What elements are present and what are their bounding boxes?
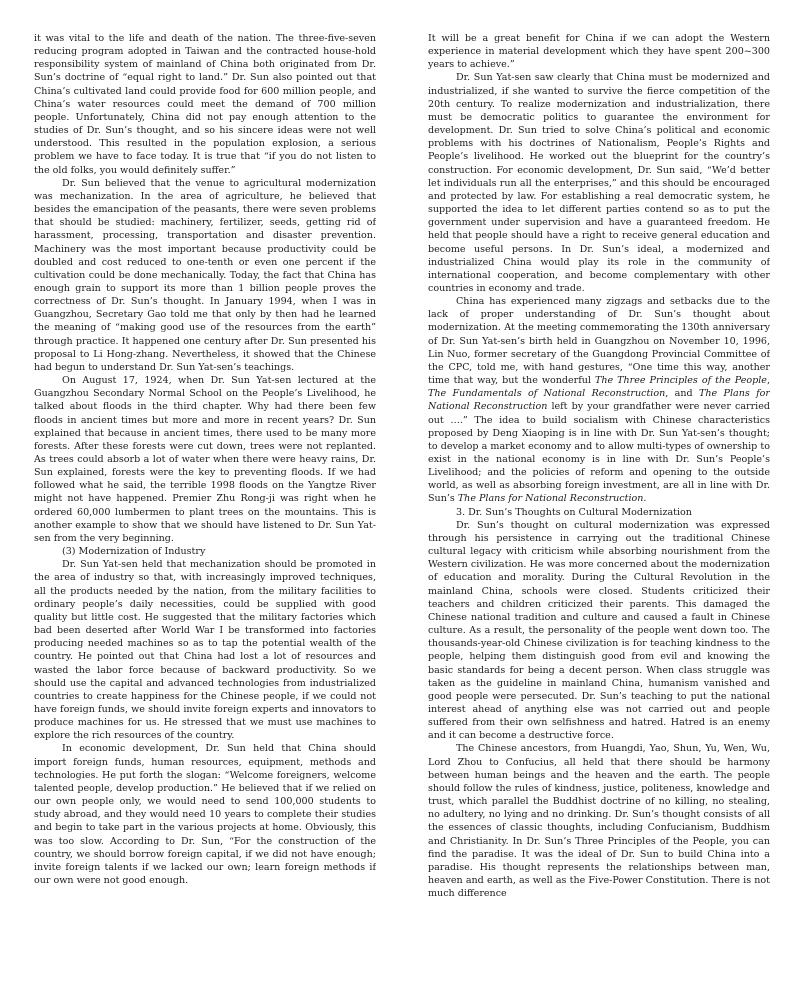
left-column: [34, 32, 376, 1000]
section-subheading: (3) Modernization of Industry: [62, 546, 206, 558]
paragraph: it was vital to the life and death of the nation. The three-five-seven reducing program adopted in Taiwan and the contracted house-hold responsibility system of mainland of China both originated from Dr. Sun’s doctrine of “equal right to land.” Dr. Sun also pointed out that China’s cultivated land could provide food for 600 million people, and China’s water resources could meet the demand of 700 million people. Unfortunately, China did not pay enough attention to the studies of Dr. Sun’s thought, and so his sincere ideas were not well understood. This resulted in the population explosion, a serious problem we have to face today. It is true that “if you do not listen to the old folks, you would definitely suffer.”: [34, 33, 376, 176]
text-run: China has experienced many zigzags and setbacks due to the lack of proper understanding of Dr. Sun’s thought about modernization. At the meeting commemorating the 130th anniversary of Dr. Sun Yat-sen’s birth held in Guangzhou on November 10, 1996, Lin Nuo, former secretary of the Guangdong Provincial Committee of the CPC, told me, with hand gestures, “One time this way, another time that way, but the wonderful: [428, 296, 770, 387]
text-run: .: [643, 493, 647, 505]
text-run: , and: [665, 388, 699, 400]
section-subheading: 3. Dr. Sun’s Thoughts on Cultural Modernization: [456, 506, 692, 518]
paragraph: On August 17, 1924, when Dr. Sun Yat-sen lectured at the Guangzhou Secondary Normal School on the People’s Livelihood, he talked about floods in the third chapter. Why had there been few floods in ancient times but more and more in recent years? Dr. Sun explained that because in ancient times, there used to be many more forests. After these forests were cut down, trees were not replanted. As trees could absorb a lot of water when there were heavy rains, Dr. Sun explained, forests were the key to preventing floods. If we had followed what he said, the terrible 1998 floods on the Yangtze River might not have happened. Premier Zhu Rong-ji was right when he ordered 60,000 lumbermen to plant trees on the mountains. This is another example to show that we should have listened to Dr. Sun Yat-sen from the very beginning.: [34, 375, 376, 544]
book-title: The Plans for National Reconstruction: [457, 493, 644, 505]
paragraph: In economic development, Dr. Sun held that China should import foreign funds, human resources, equipment, methods and technologies. He put forth the slogan: “Welcome foreigners, welcome talented people, develop production.” He believed that if we relied on our own people only, we would need to send 100,000 students to study abroad, and they would need 10 years to complete their studies and begin to take part in the various projects at home. Obviously, this was too slow. According to Dr. Sun, “For the construction of the country, we should borrow foreign capital, if we did not have enough; invite foreign talents if we lacked our own; learn foreign methods if our own were not good enough.: [34, 743, 376, 886]
book-title: The Fundamentals of National Reconstruction: [428, 388, 666, 400]
paragraph: Dr. Sun believed that the venue to agricultural modernization was mechanization. In the area of agriculture, he believed that besides the emancipation of the peasants, there were seven problems that should be studied: machinery, fertilizer, seeds, getting rid of harassment, processing, transportation and disaster prevention. Machinery was the most important because productivity could be doubled and cost reduced to one-tenth or even one percent if the cultivation could be done mechanically. Today, the fact that China has enough grain to support its more than 1 billion people proves the correctness of Dr. Sun’s thought. In January 1994, when I was in Guangzhou, Secretary Gao told me that only by then had he learned the meaning of “making good use of the resources from the earth” through practice. It happened one century after Dr. Sun presented his proposal to Li Hong-zhang. Nevertheless, it showed that the Chinese had begun to understand Dr. Sun Yat-sen’s teachings.: [34, 177, 376, 373]
book-title: The Plans for National Reconstruction: [428, 388, 770, 413]
text-run: left by your grandfather were never carried out ….” The idea to build socialism with Chinese characteristics proposed by Deng Xiaoping is in line with Dr. Sun Yat-sen’s thought; to develop a market economy and to allow multi-types of ownership to exist in the national economy is in line with Dr. Sun’s People’s Livelihood; and the policies of reform and opening to the outside world, as well as absorbing foreign investment, are all in line with Dr. Sun’s: [428, 401, 770, 505]
paragraph: The Chinese ancestors, from Huangdi, Yao, Shun, Yu, Wen, Wu, Lord Zhou to Confucius, all held that there should be harmony between human beings and the heaven and the earth. The people should follow the rules of kindness, justice, politeness, knowledge and trust, which parallel the Buddhist doctrine of no killing, no stealing, no adultery, no lying and no drinking. Dr. Sun’s thought consists of all the essences of classic thoughts, including Confucianism, Buddhism and Christianity. In Dr. Sun’s Three Principles of the People, you can find the paradise. It was the ideal of Dr. Sun to build China into a paradise. His thought represents the relationships between man, heaven and earth, as well as the Five-Power Constitution. There is not much difference: [428, 743, 770, 900]
text-run: ,: [766, 375, 770, 387]
paragraph: Dr. Sun’s thought on cultural modernization was expressed through his persistence in carrying out the traditional Chinese cultural legacy with criticism while absorbing nourishment from the Western civilization. He was more concerned about the modernization of education and morality. During the Cultural Revolution in the mainland China, schools were closed. Students criticized their teachers and children criticized their parents. This damaged the Chinese national tradition and culture and caused a fault in Chinese culture. As a result, the personality of the people went down too. The thousands-year-old Chinese civilization is for teaching kindness to the people, helping them distinguish good from evil and knowing the basic standards for being a decent person. When class struggle was taken as the guideline in mainland China, humanism vanished and good people were persecuted. Dr. Sun’s teaching to put the national interest ahead of anything else was not carried out and people suffered from their own selfishness and hatred. Hatred is an enemy and it can become a destructive force.: [428, 519, 770, 742]
paragraph: [428, 295, 770, 506]
paragraph: Dr. Sun Yat-sen saw clearly that China must be modernized and industrialized, if she wanted to survive the fierce competition of the 20th century. To realize modernization and industrialization, there must be democratic politics to guarantee the environment for development. Dr. Sun tried to solve China’s political and economic problems with his doctrines of Nationalism, People’s Rights and People’s livelihood. He worked out the blueprint for the country’s construction. For economic development, Dr. Sun said, “We’d better let individuals run all the enterprises,” and this should be encouraged and protected by law. For establishing a real democratic system, he supported the idea to let different parties contend so as to put the government under supervision and have a guaranteed freedom. He held that people should have a right to receive general education and become useful persons. In Dr. Sun’s ideal, a modernized and industrialized China would play its role in the community of international cooperation, and become complementary with other countries in economy and trade.: [428, 72, 770, 294]
paragraph: It will be a great benefit for China if we can adopt the Western experience in material development which they have spent 200~300 years to achieve.”: [428, 33, 770, 71]
paragraph: Dr. Sun Yat-sen held that mechanization should be promoted in the area of industry so that, with increasingly improved techniques, all the products needed by the nation, from the military facilities to ordinary people’s daily necessities, could be supplied with good quality but little cost. He suggested that the military factories which bad been deserted after World War I be transformed into factories producing needed machines so as to tap the potential wealth of the country. He pointed out that China had lost a lot of resources and wasted the labor force because of backward productivity. So we should use the capital and advanced technologies from industrialized countries to create happiness for the Chinese people, if we could not have foreign funds, we should invite foreign experts and innovators to produce machines for us. He stressed that we must use machines to explore the rich resources of the country.: [34, 559, 376, 742]
book-title: The Three Principles of the People: [594, 375, 767, 387]
right-column: [428, 32, 770, 1000]
